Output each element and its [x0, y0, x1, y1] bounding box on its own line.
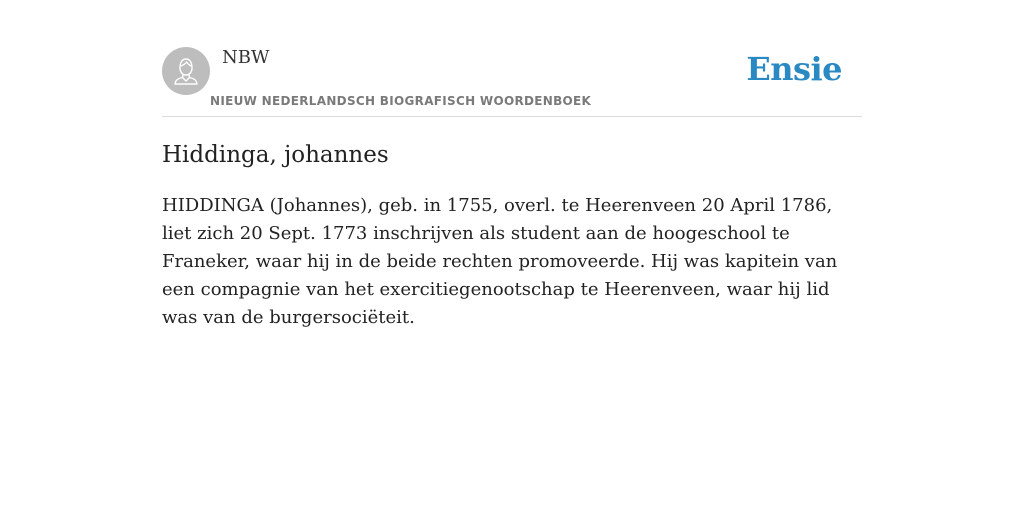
article-title: Hiddinga, johannes [162, 142, 389, 168]
ensie-logo[interactable]: Ensie [746, 50, 842, 88]
user-silhouette-icon [162, 47, 210, 95]
source-avatar[interactable] [162, 47, 210, 95]
source-abbreviation[interactable]: NBW [222, 47, 270, 68]
source-header [162, 0, 862, 117]
article-body: HIDDINGA (Johannes), geb. in 1755, overl. te Heerenveen 20 April 1786, liet zich 20 Sept. 1773 inschrijven als student aan de hoogeschool te Franeker, waar hij in de beide rechten promoveerde. Hij was kapitein van een compagnie van het exercitiegenootschap te Heerenveen, waar hij lid was van de burgersociëteit. [162, 195, 838, 328]
source-full-name: NIEUW NEDERLANDSCH BIOGRAFISCH WOORDENBOEK [210, 94, 592, 108]
page-container [162, 0, 862, 328]
